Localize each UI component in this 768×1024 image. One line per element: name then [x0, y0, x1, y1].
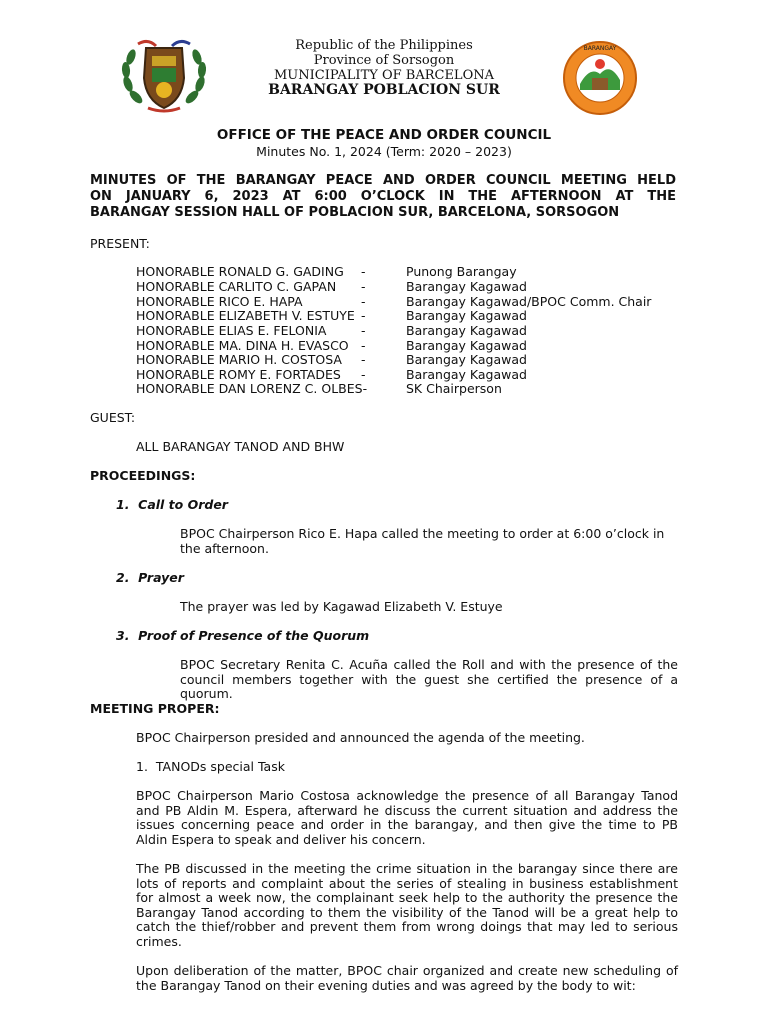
title-line-3: BARANGAY SESSION HALL OF POBLACION SUR, BARCELONA, SORSOGON: [90, 205, 620, 220]
meeting-intro: BPOC Chairperson presided and announced the agenda of the meeting.: [136, 730, 585, 745]
item-heading-call-to-order: 1. Call to Order: [116, 497, 228, 512]
guest-label: GUEST:: [90, 410, 136, 425]
title-line-2: ON JANUARY 6, 2023 AT 6:00 O’CLOCK IN THE AFTERNOON AT THE: [90, 189, 676, 204]
guest-text: ALL BARANGAY TANOD AND BHW: [136, 439, 345, 454]
item-text-quorum: BPOC Secretary Renita C. Acuña called the Roll and with the presence of the council members together with the guest she certified the presence of a quorum.: [180, 657, 678, 702]
province-line: Province of Sorsogon: [313, 53, 455, 68]
document-page: BARANGAY Republic of the Philippines Province of Sorsogon MUNICIPALITY OF BARCELONA BARANGAY POBLACION SUR OFFICE OF THE PEACE AND ORDER COUNCIL Minutes No. 1, 2024 (Term: 2020 – 2023) MINUTES OF THE BARANGAY PEACE AND ORDER COUNCIL MEETING HELD ON JANUARY 6, 2023 AT 6:00 O’CLOCK IN THE AFTERNOON AT THE BARANGAY SESSION HALL OF POBLACION SUR, BARCELONA, SORSOGON PRESENT: HONORABLE RONALD G. GADING - Punong Barangay HONORABLE CARLITO C. GAPAN - Barangay Kagawad HONORABLE RICO E. HAPA - Barangay Kagawad/BPOC Comm. Chair HONORABLE ELIZABETH V. ESTUYE - Barangay Kagawad HONORABLE ELIAS E. FELONIA - Barangay Kagawad HONORABLE MA. DINA H. EVASCO - Barangay Kagawad HONORABLE MARIO H. COSTOSA - Barangay Kagawad HONORABLE ROMY E. FORTADES - Barangay Kagawad HONORABLE DAN LORENZ C. OLBES- SK Chairperson GUEST: ALL BARANGAY TANOD AND BHW PROCEEDINGS: 1. Call to Order BPOC Chairperson Rico E. Hapa called the meeting to order at 6:00 o’clock in the afternoon. 2. Prayer The prayer was led by Kagawad Elizabeth V. Estuye 3. Proof of Presence of the Quorum BPOC Secretary Renita C. Acuña called the Roll and with the presence of the council members together with the guest she certified the presence of a quorum. MEETING PROPER: BPOC Chairperson presided and announced the agenda of the meeting. 1. TANODs special Task BPOC Chairperson Mario Costosa acknowledge the presence of all Barangay Tanod and PB Aldin M. Espera, afterward he discuss the current situation and address the issues concerning peace and order in the barangay, and then give the time to PB Aldin Espera to speak and deliver his concern. The PB discussed in the meeting the crime situation in the barangay since there are lots of reports and complaint about the series of stealing in business establishment for almost a week now, the complainant seek help to the authority the presence the Barangay Tanod according to them the visibility of the Tanod will be a great help to catch the thief/robber and prevent them from wrong doings that may led to serious crimes. Upon deliberation of the matter, BPOC chair organized and create new scheduling of the Barangay Tanod on their evening duties and was agreed by the body to wit:: [0, 0, 768, 1024]
barangay-line: BARANGAY POBLACION SUR: [268, 82, 500, 98]
letterhead: [0, 38, 768, 98]
item-text-prayer: The prayer was led by Kagawad Elizabeth V. Estuye: [180, 599, 503, 614]
minutes-title: [90, 173, 676, 221]
meeting-paragraph-2: The PB discussed in the meeting the crime situation in the barangay since there are lots of reports and complaint about the series of stealing in business establishment for almost a week now, the complainant seek help to the authority the presence the Barangay Tanod according to them the visibility of the Tanod will be a great help to catch the thief/robber and prevent them from wrong doings that may led to serious crimes.: [136, 861, 678, 949]
meeting-paragraph-1: BPOC Chairperson Mario Costosa acknowledge the presence of all Barangay Tanod and PB Aldin M. Espera, afterward he discuss the current situation and address the issues concerning peace and order in the barangay, and then give the time to PB Aldin Espera to speak and deliver his concern.: [136, 788, 678, 847]
office-title: OFFICE OF THE PEACE AND ORDER COUNCIL: [216, 127, 552, 143]
meeting-proper-label: MEETING PROPER:: [90, 701, 220, 716]
item-heading-prayer: 2. Prayer: [116, 570, 184, 585]
item-text-call-to-order: BPOC Chairperson Rico E. Hapa called the meeting to order at 6:00 o’clock in the afternoon.: [180, 526, 665, 556]
republic-line: Republic of the Philippines: [295, 38, 473, 53]
agenda-item-1: 1. TANODs special Task: [136, 759, 285, 774]
minutes-number: Minutes No. 1, 2024 (Term: 2020 – 2023): [256, 144, 512, 159]
item-heading-quorum: 3. Proof of Presence of the Quorum: [116, 628, 370, 643]
meeting-paragraph-3: Upon deliberation of the matter, BPOC chair organized and create new scheduling of the Barangay Tanod on their evening duties and was agreed by the body to wit:: [136, 963, 678, 993]
proceedings-label: PROCEEDINGS:: [90, 468, 196, 483]
title-line-1: MINUTES OF THE BARANGAY PEACE AND ORDER COUNCIL MEETING HELD: [90, 173, 676, 188]
present-label: PRESENT:: [90, 236, 150, 251]
svg-text:BARANGAY: BARANGAY: [583, 45, 617, 52]
municipality-line: MUNICIPALITY OF BARCELONA: [274, 68, 494, 83]
